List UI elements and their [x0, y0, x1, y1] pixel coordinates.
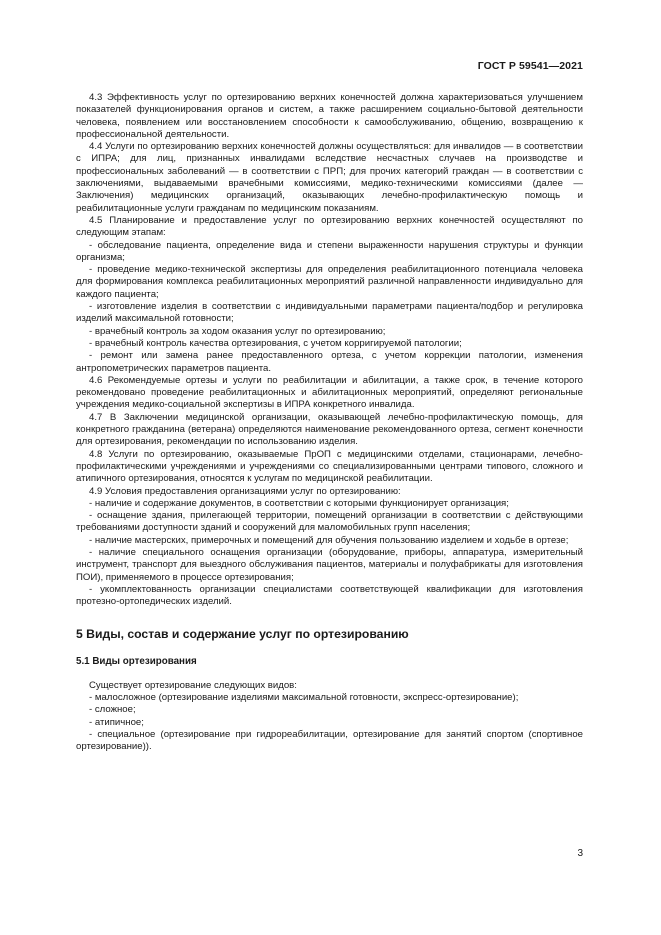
list-item: - малосложное (ортезирование изделиями максимальной готовности, экспресс-ортезирование);	[89, 692, 519, 704]
section-5-heading: 5 Виды, состав и содержание услуг по ортезированию	[76, 627, 409, 642]
paragraph-4-4: 4.4 Услуги по ортезированию верхних конечностей должны осуществляться: для инвалидов — в соответствии с ИПРА; для лиц, признанных инвалидами вследствие несчастных случаев на производстве и профессиональных заболеваний — в соответствии с ПРП; для прочих категорий граждан — в соответствии с заключениями, выдаваемыми врачебными комиссиями, медико-техническими комиссиями (далее — Заключения) медицинских организаций, оказывающих лечебно-профилактическую помощь и реабилитационные услуги гражданам по медицинским показаниям.	[76, 141, 583, 214]
list-item: - атипичное;	[89, 716, 144, 728]
section-5-1-intro: Существует ортезирование следующих видов:	[89, 679, 297, 691]
paragraph-4-5: 4.5 Планирование и предоставление услуг по ортезированию верхних конечностей осуществляют по следующим этапам:	[76, 214, 583, 239]
list-item: - наличие мастерских, примерочных и помещений для обучения пользованию изделием и ходьбе в ортезе;	[89, 534, 569, 546]
list-item: - укомплектованность организации специалистами соответствующей квалификации для изготовления протезно-ортопедических изделий.	[76, 583, 583, 608]
list-item: - наличие специального оснащения организации (оборудование, приборы, аппаратура, измерительный инструмент, транспорт для выездного обслуживания пациентов, материалы и полуфабрикаты для изготовления ПОИ), применяемого в процессе ортезирования;	[76, 546, 583, 583]
paragraph-4-7: 4.7 В Заключении медицинской организации, оказывающей лечебно-профилактическую помощь, для конкретного гражданина (ветерана) определяются наименование рекомендованного ортеза, сегмент конечности для ортезирования, рекомендации по использованию изделия.	[76, 411, 583, 448]
paragraph-4-6: 4.6 Рекомендуемые ортезы и услуги по реабилитации и абилитации, а также срок, в течение которого рекомендовано проведение реабилитационных и абилитационных мероприятий, определяют региональные учреждения медико-социальной экспертизы в ИПРА конкретного инвалида.	[76, 374, 583, 411]
list-item: - обследование пациента, определение вида и степени выраженности нарушения структуры и функции организма;	[76, 239, 583, 263]
document-body	[76, 92, 583, 754]
paragraph-4-8: 4.8 Услуги по ортезированию, оказываемые ПрОП с медицинскими отделами, стационарами, лечебно-профилактическими учреждениями и учреждениями со специализированными центрами типового, сложного и атипичного ортезирования, относятся к услугам по медицинской реабилитации.	[76, 448, 583, 485]
list-item: - врачебный контроль за ходом оказания услуг по ортезированию;	[89, 325, 386, 337]
spacer	[76, 669, 583, 680]
subsection-5-1-heading: 5.1 Виды ортезирования	[76, 656, 197, 668]
document-code: ГОСТ Р 59541—2021	[477, 60, 583, 72]
list-item: - врачебный контроль качества ортезирования, с учетом корригируемой патологии;	[89, 337, 462, 349]
list-item: - ремонт или замена ранее предоставленного ортеза, с учетом коррекции патологии, изменения антропометрических параметров пациента.	[76, 350, 583, 374]
paragraph-4-9: 4.9 Условия предоставления организациями услуг по ортезированию:	[89, 485, 401, 497]
list-item: - специальное (ортезирование при гидрореабилитации, ортезирование для занятий спортом (спортивное ортезирование)).	[76, 728, 583, 753]
list-item: - наличие и содержание документов, в соответствии с которыми функционирует организация;	[89, 497, 509, 509]
list-item: - изготовление изделия в соответствии с индивидуальными параметрами пациента/подбор и регулировка изделий максимальной готовности;	[76, 301, 583, 325]
list-item: - оснащение здания, прилегающей территории, помещений организации в соответствии с действующими требованиями доступности зданий и сооружений для маломобильных групп населения;	[76, 510, 583, 534]
list-item: - проведение медико-технической экспертизы для определения реабилитационного потенциала человека для формирования комплекса реабилитационных мероприятий различной направленности индивидуально для каждого пациента;	[76, 264, 583, 300]
list-item: - сложное;	[89, 704, 136, 716]
paragraph-4-3: 4.3 Эффективность услуг по ортезированию верхних конечностей должна характеризоваться улучшением показателей функционирования органов и систем, а также расширением социально-бытовой деятельности человека, появлением или восстановлением способности к самообслуживанию, общению, возвращению к профессиональной деятельности.	[76, 92, 583, 140]
page-number: 3	[577, 848, 583, 859]
